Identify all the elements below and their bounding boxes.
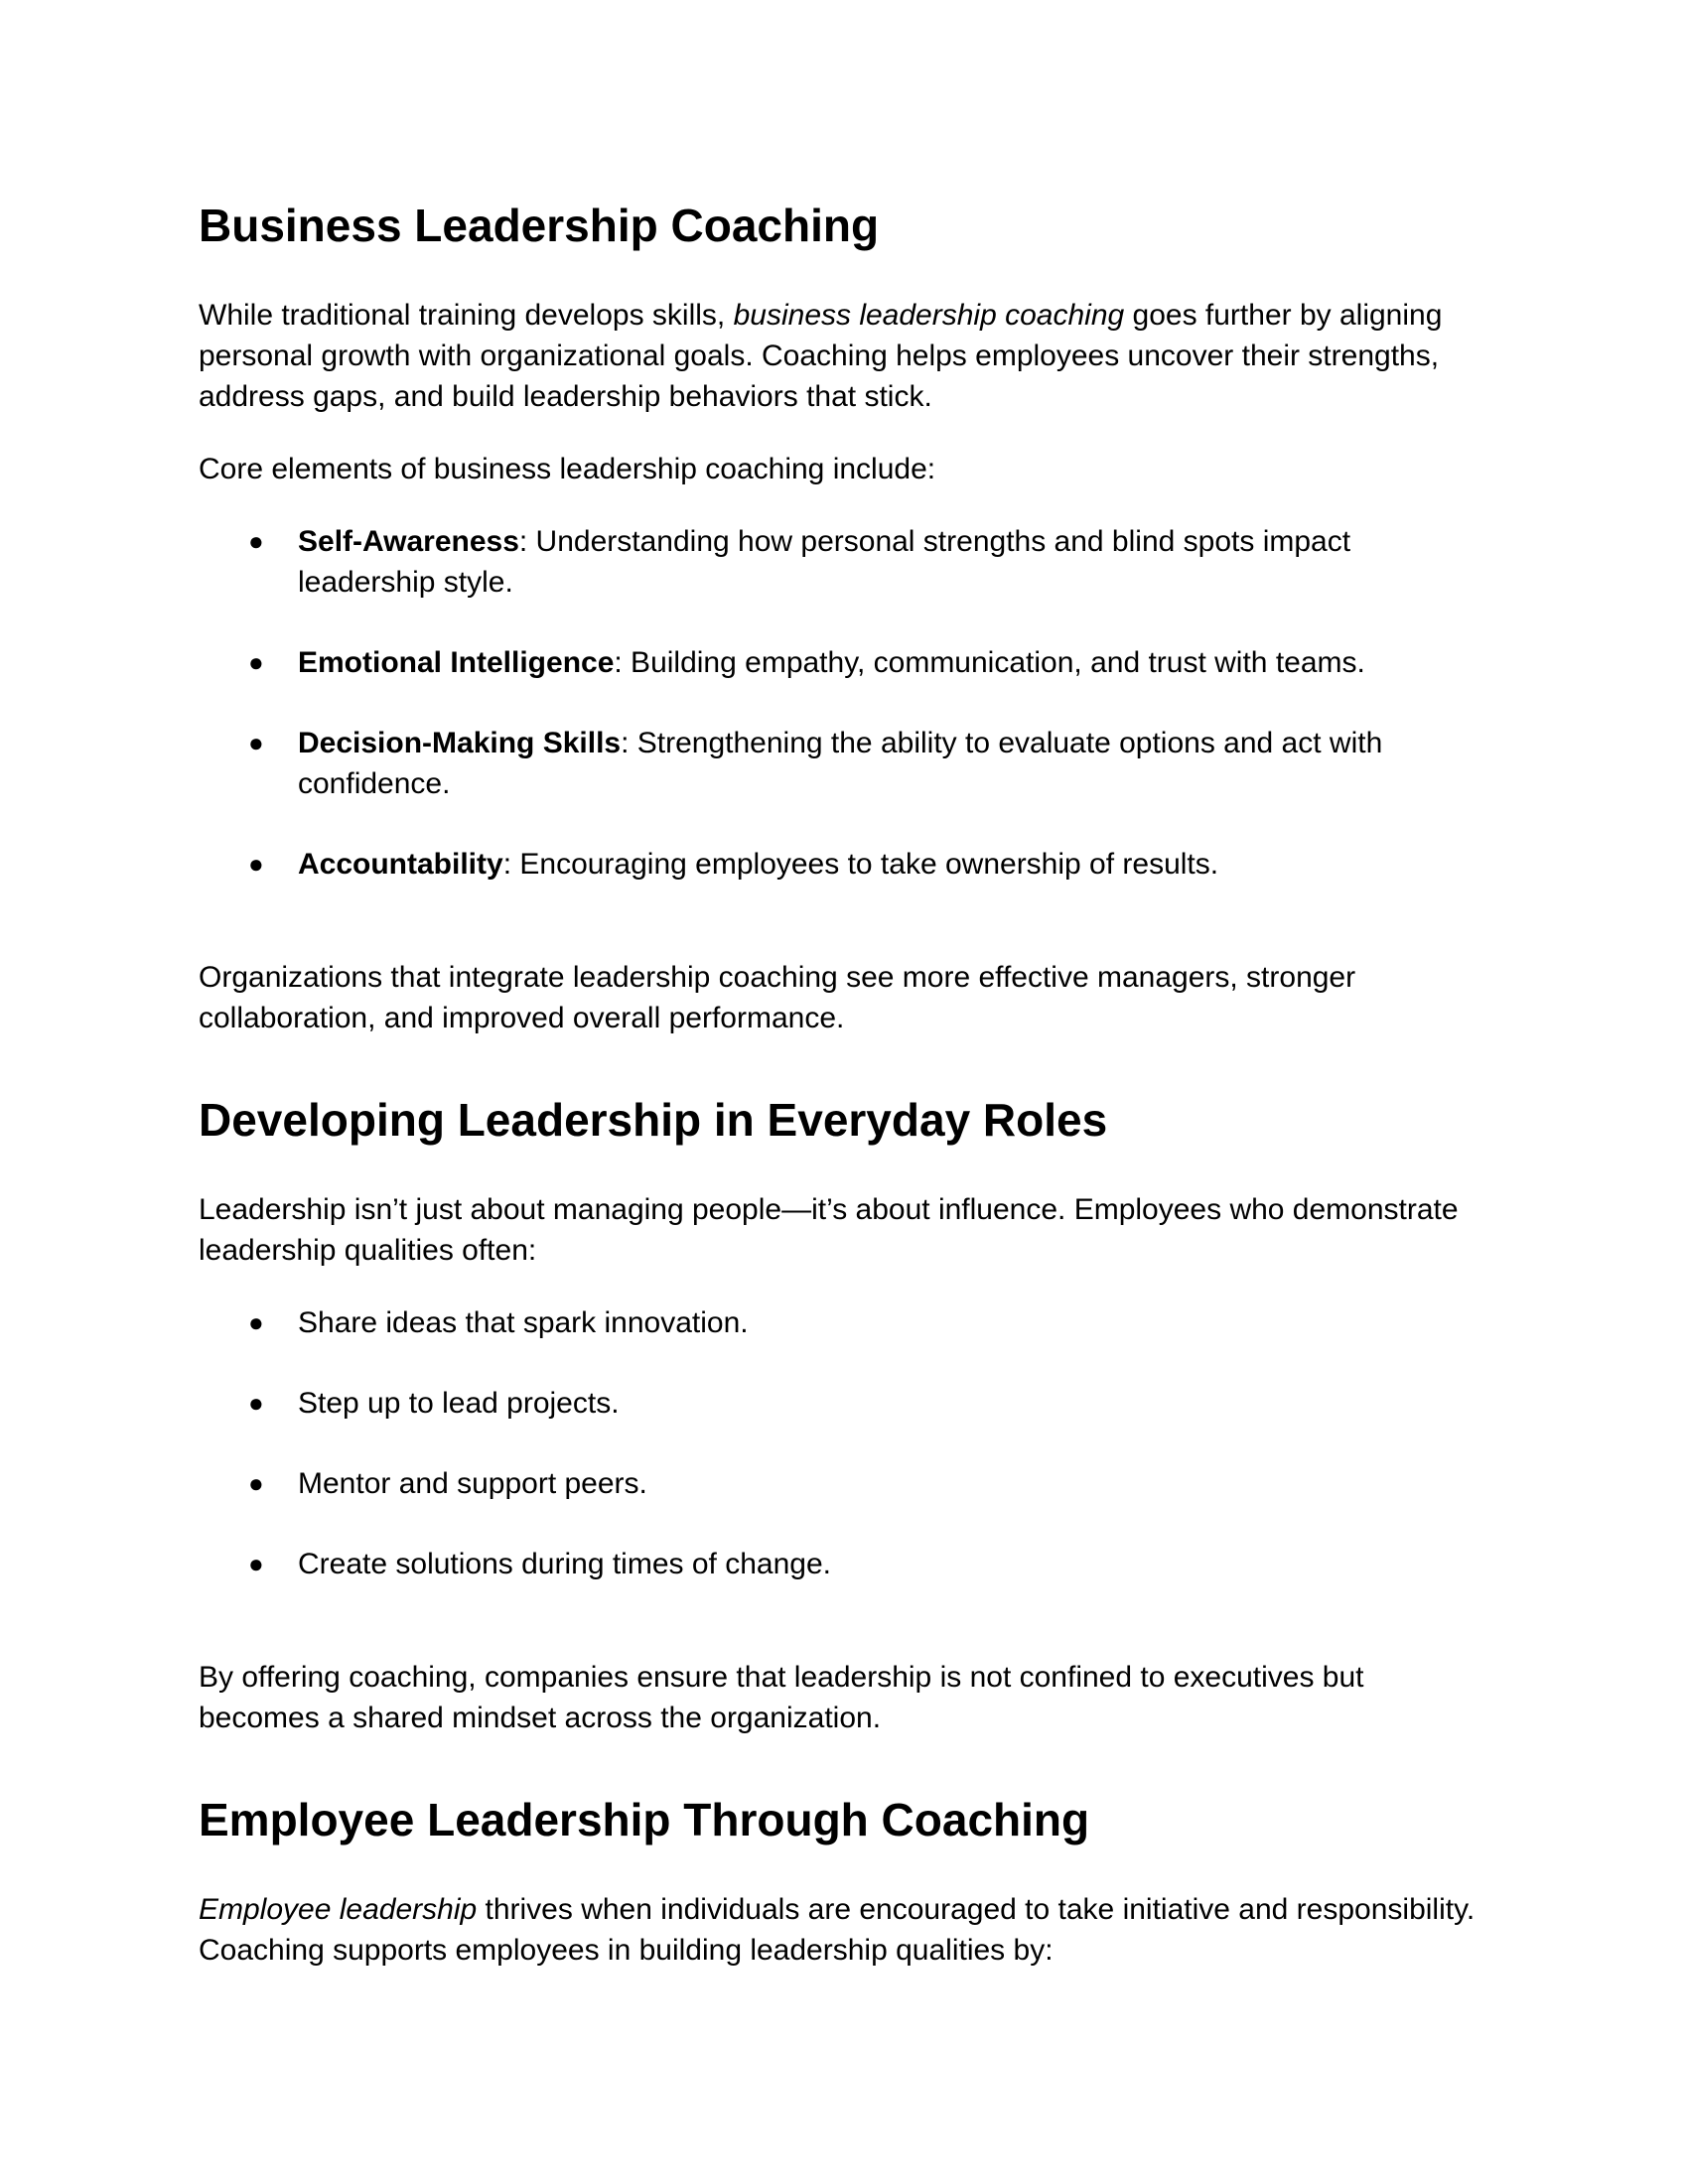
list-item-term: Accountability bbox=[298, 848, 503, 881]
intro-emphasis: business leadership coaching bbox=[733, 299, 1125, 332]
list-item bbox=[199, 642, 1489, 683]
section2-closing-paragraph: By offering coaching, companies ensure that leadership is not confined to executives but becomes a shared mindset across the organization. bbox=[199, 1661, 1364, 1734]
list-item-text: : Building empathy, communication, and trust with teams. bbox=[614, 646, 1365, 679]
list-item-text: : Understanding how personal strengths and blind spots impact leadership style. bbox=[298, 525, 1351, 599]
list-item-text: Mentor and support peers. bbox=[298, 1467, 647, 1500]
section1-list-intro: Core elements of business leadership coaching include: bbox=[199, 453, 936, 485]
list-item bbox=[199, 844, 1489, 885]
bullet-icon: ● bbox=[248, 1549, 264, 1578]
bullet-icon: ● bbox=[248, 1307, 264, 1337]
list-item bbox=[199, 521, 1489, 603]
intro-text-continued: goes further by aligning personal growth with organizational goals. Coaching helps employees uncover their strengths, address gaps, and build leadership behaviors that stick. bbox=[199, 299, 1443, 413]
list-item bbox=[199, 1463, 1489, 1504]
section1-intro-paragraph bbox=[199, 295, 1489, 417]
section-heading-employee-leadership: Employee Leadership Through Coaching bbox=[199, 1794, 1090, 1845]
bullet-icon: ● bbox=[248, 526, 264, 556]
list-item-text: Step up to lead projects. bbox=[298, 1387, 620, 1420]
section-heading-developing-leadership: Developing Leadership in Everyday Roles bbox=[199, 1094, 1108, 1146]
section1-closing-paragraph: Organizations that integrate leadership coaching see more effective managers, stronger collaboration, and improved overall performance. bbox=[199, 961, 1356, 1034]
list-item bbox=[199, 1383, 1489, 1424]
intro-text: thrives when individuals are encouraged to take initiative and responsibility. Coaching supports employees in building leadership qualities by: bbox=[199, 1893, 1476, 1967]
leadership-qualities-list bbox=[199, 1302, 1489, 1584]
list-item-text: : Encouraging employees to take ownership of results. bbox=[502, 848, 1219, 881]
list-item-term: Emotional Intelligence bbox=[298, 646, 615, 679]
section2-intro-paragraph: Leadership isn’t just about managing people—it’s about influence. Employees who demonstrate leadership qualities often: bbox=[199, 1193, 1459, 1267]
section3-intro-paragraph bbox=[199, 1889, 1489, 1971]
core-elements-list bbox=[199, 521, 1489, 885]
list-item-text: Create solutions during times of change. bbox=[298, 1548, 831, 1580]
bullet-icon: ● bbox=[248, 728, 264, 757]
intro-text: While traditional training develops skills, bbox=[199, 299, 734, 332]
document-page bbox=[199, 194, 1489, 1971]
list-item-text: Share ideas that spark innovation. bbox=[298, 1306, 749, 1339]
bullet-icon: ● bbox=[248, 647, 264, 677]
list-item bbox=[199, 723, 1489, 804]
bullet-icon: ● bbox=[248, 1468, 264, 1498]
list-item-term: Decision-Making Skills bbox=[298, 727, 622, 759]
bullet-icon: ● bbox=[248, 849, 264, 879]
list-item bbox=[199, 1302, 1489, 1343]
bullet-icon: ● bbox=[248, 1388, 264, 1418]
list-item-term: Self-Awareness bbox=[298, 525, 519, 558]
section-heading-business-leadership-coaching: Business Leadership Coaching bbox=[199, 200, 880, 251]
intro-emphasis: Employee leadership bbox=[199, 1893, 478, 1926]
list-item-text: : Strengthening the ability to evaluate options and act with confidence. bbox=[298, 727, 1383, 800]
list-item bbox=[199, 1544, 1489, 1584]
